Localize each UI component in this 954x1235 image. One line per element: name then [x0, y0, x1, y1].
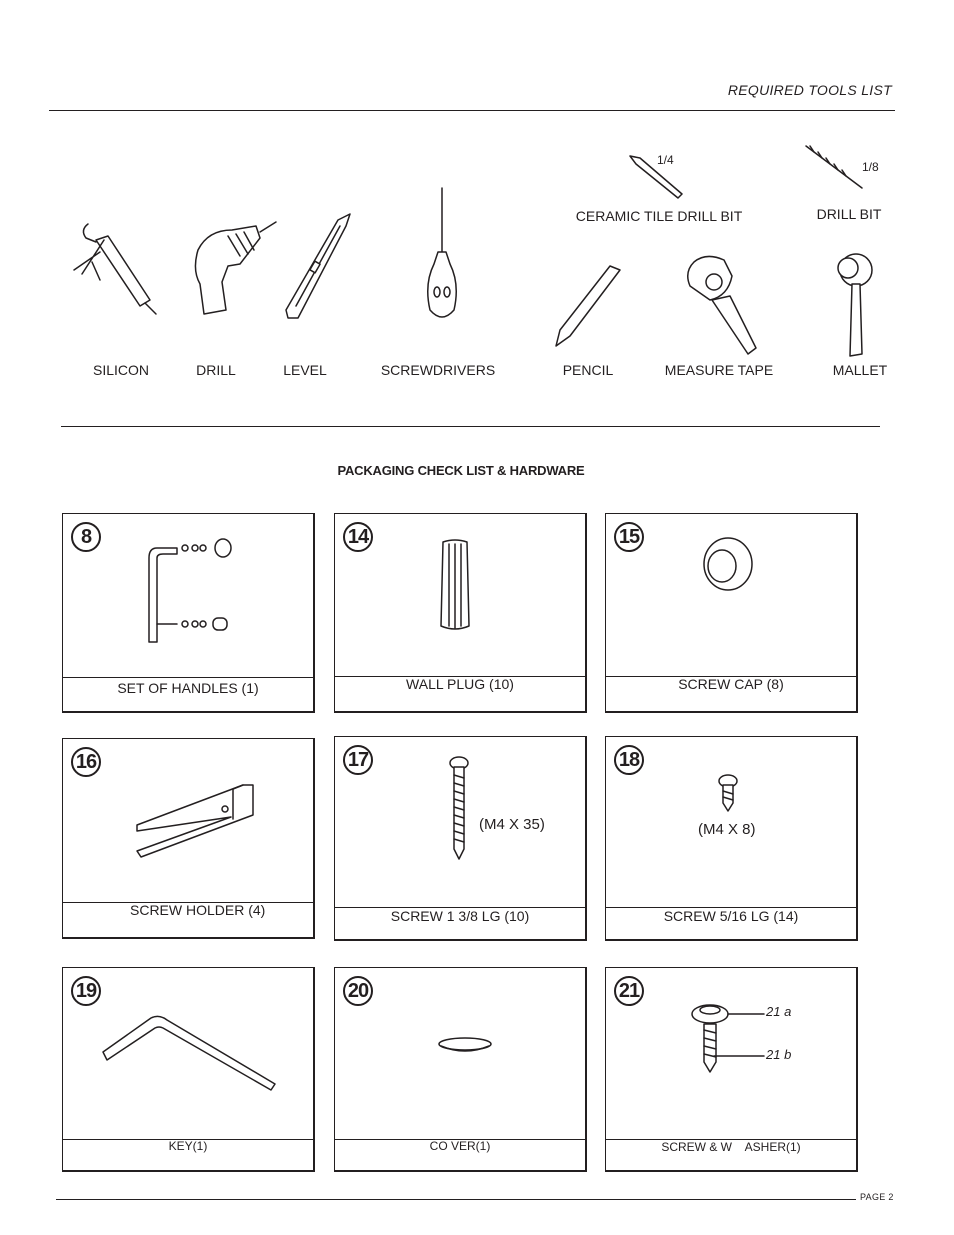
item-caption: CO VER(1)	[335, 1139, 585, 1170]
tools-illustrations	[0, 0, 954, 420]
ceramic-bit-size: 1/4	[657, 153, 674, 167]
item-number: 17	[343, 745, 373, 775]
tool-label-ceramic-bit: CERAMIC TILE DRILL BIT	[575, 208, 743, 224]
page-title: REQUIRED TOOLS LIST	[727, 82, 892, 98]
tools-divider	[61, 426, 880, 427]
item-number: 20	[343, 976, 373, 1006]
item-card-14	[334, 513, 587, 713]
item-number: 14	[343, 522, 373, 552]
item-card-20	[334, 967, 587, 1172]
item-caption: SCREW 1 3/8 LG (10)	[335, 907, 585, 939]
screw-cap-icon	[606, 514, 856, 680]
silicon-icon	[74, 224, 156, 314]
item-card-8	[62, 513, 315, 713]
tool-label-drill-bit: DRILL BIT	[816, 206, 882, 222]
pencil-icon	[556, 266, 620, 346]
tool-label-drill: DRILL	[196, 362, 236, 378]
hex-key-icon	[63, 968, 313, 1138]
tool-label-screwdrivers: SCREWDRIVERS	[380, 362, 496, 378]
item-card-16	[62, 738, 315, 939]
screw-long-icon	[335, 737, 585, 907]
cover-icon	[335, 968, 585, 1138]
item-caption: WALL PLUG (10)	[335, 676, 585, 711]
drill-icon	[195, 222, 276, 314]
item-card-15	[605, 513, 858, 713]
item-number: 16	[71, 747, 101, 777]
page-number: PAGE 2	[860, 1192, 894, 1202]
measure-tape-icon	[688, 256, 756, 354]
item-number: 21	[614, 976, 644, 1006]
tool-label-level: LEVEL	[283, 362, 327, 378]
item-caption: SET OF HANDLES (1)	[63, 677, 313, 711]
item-card-17	[334, 736, 587, 941]
tool-label-measure-tape: MEASURE TAPE	[664, 362, 774, 378]
tool-label-mallet: MALLET	[832, 362, 888, 378]
item-caption: SCREW 5/16 LG (14)	[606, 907, 856, 939]
level-icon	[286, 214, 350, 318]
drill-bit-icon	[806, 146, 862, 188]
item-number: 15	[614, 522, 644, 552]
packaging-title: PACKAGING CHECK LIST & HARDWARE	[337, 463, 585, 478]
item-card-21	[605, 967, 858, 1172]
mallet-icon	[838, 254, 872, 356]
callout-21a: 21 a	[766, 1004, 792, 1019]
item-caption: SCREW CAP (8)	[606, 676, 856, 711]
item-card-18	[605, 736, 858, 941]
footer-divider	[56, 1199, 856, 1200]
handles-icon	[63, 514, 313, 680]
screw-washer-icon	[606, 968, 856, 1138]
tool-label-pencil: PENCIL	[562, 362, 614, 378]
wall-plug-icon	[335, 514, 585, 680]
tool-label-silicon: SILICON	[92, 362, 150, 378]
item-caption: KEY(1)	[63, 1139, 313, 1170]
drill-bit-size: 1/8	[862, 160, 879, 174]
ceramic-bit-icon	[630, 156, 682, 198]
item-card-19	[62, 967, 315, 1172]
screwdriver-icon	[428, 188, 457, 317]
callout-21b: 21 b	[766, 1047, 792, 1062]
item-caption: SCREW HOLDER (4)	[63, 902, 313, 937]
item-number: 19	[71, 976, 101, 1006]
item-number: 18	[614, 745, 644, 775]
screw-holder-icon	[63, 739, 313, 905]
item-spec: (M4 X 35)	[479, 816, 545, 833]
item-caption: SCREW & W ASHER(1)	[606, 1139, 856, 1170]
item-spec: (M4 X 8)	[698, 821, 756, 838]
item-number: 8	[71, 522, 101, 552]
